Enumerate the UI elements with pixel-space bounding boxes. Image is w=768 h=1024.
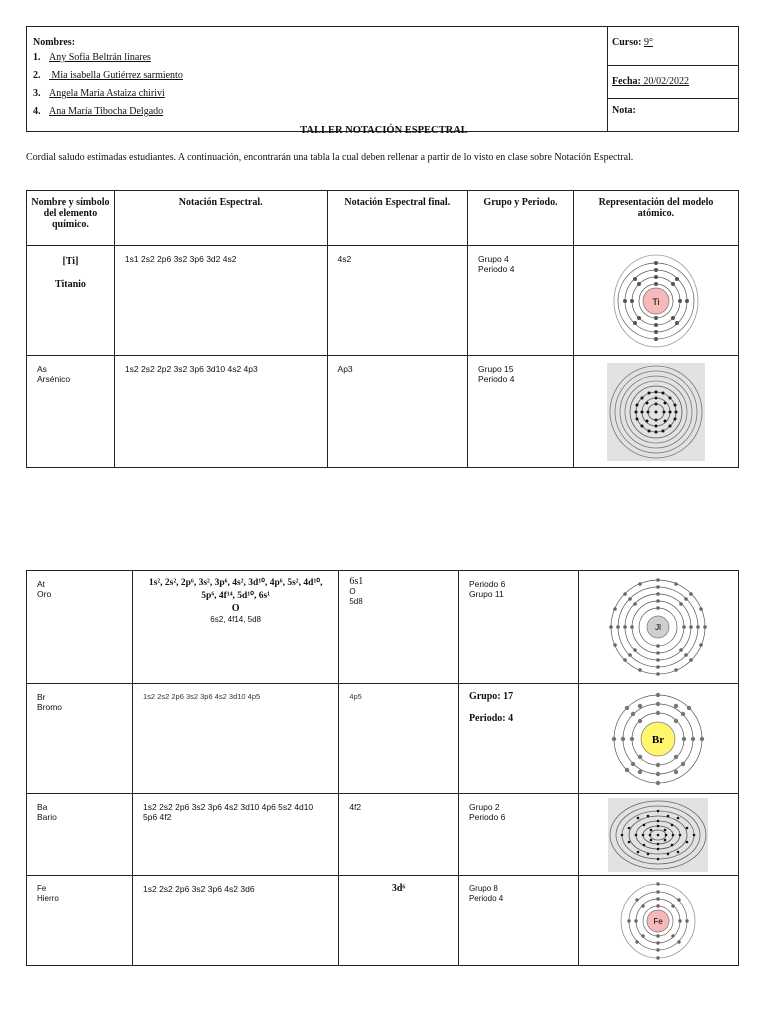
group-cell: Grupo 2 Periodo 6: [458, 794, 578, 876]
date-cell: Fecha: 20/02/2022: [608, 66, 739, 99]
notation-cell: 1s2 2s2 2p6 3s2 3p6 4s2 3d6: [133, 876, 339, 966]
element-symbol: [Ti]: [62, 256, 79, 267]
col-element: Nombre y símbolo del elemento químico.: [27, 191, 115, 246]
element-symbol: At: [37, 579, 46, 589]
table-row: [27, 876, 739, 966]
final-cell: 4f2: [339, 794, 459, 876]
table-row: [27, 684, 739, 794]
svg-text:Fe: Fe: [653, 916, 664, 926]
notation-cell: 1s2 2s2 2p6 3s2 3p6 4s2 3d10 4p5: [133, 684, 339, 794]
final-cell: 4s2: [327, 246, 468, 356]
atom-model-cell: [578, 876, 738, 966]
group-cell: Grupo 4 Periodo 4: [468, 246, 574, 356]
col-notation: Notación Espectral.: [114, 191, 327, 246]
name-row-4: 4. Ana María Tibocha Delgado: [33, 106, 164, 117]
element-symbol: As: [37, 364, 47, 374]
group-cell: Grupo: 17 Periodo: 4: [458, 684, 578, 794]
element-name: Bario: [37, 812, 57, 822]
element-symbol: Br: [37, 692, 46, 702]
final-cell: 4p5: [339, 684, 459, 794]
table-1: [26, 190, 739, 468]
element-symbol: Ba: [37, 802, 48, 812]
table-2: [26, 570, 739, 966]
group-cell: Periodo 6 Grupo 11: [458, 571, 578, 684]
svg-text:Jl: Jl: [655, 623, 662, 632]
element-name: Titanio: [54, 279, 86, 290]
table-row: [27, 794, 739, 876]
table-row: [27, 246, 739, 356]
col-group: Grupo y Periodo.: [468, 191, 574, 246]
notation-cell: 1s², 2s², 2p⁶, 3s², 3p⁶, 4s², 3d¹⁰, 4p⁶, 5s², 4d¹⁰, 5p⁶, 4f¹⁴, 5d¹⁰, 6s¹ O 6s2, 4f14, 5d8: [133, 571, 339, 684]
name-row-1: 1. Any Sofía Beltrán linares: [33, 52, 151, 63]
col-model: Representación del modelo atómico.: [573, 191, 738, 246]
notation-cell: 1s1 2s2 2p6 3s2 3p6 3d2 4s2: [114, 246, 327, 356]
element-name: Bromo: [37, 702, 63, 712]
final-cell: 6s1 O 5d8: [339, 571, 459, 684]
final-cell: 3d⁶: [339, 876, 459, 966]
final-cell: Ap3: [327, 356, 468, 468]
element-symbol: Fe: [37, 884, 47, 893]
arsenic-atom-icon: [607, 363, 705, 461]
name-row-3: 3. Angela María Astaiza chirivi: [33, 88, 165, 99]
element-name: Oro: [37, 589, 52, 599]
grade-cell: Nota:: [608, 99, 739, 132]
atom-model-cell: [578, 571, 738, 684]
table-row: [27, 356, 739, 468]
svg-text:Ti: Ti: [652, 296, 660, 307]
barium-atom-icon: [608, 798, 708, 872]
notation-cell: 1s2 2s2 2p6 3s2 3p6 4s2 3d10 4p6 5s2 4d10 5p6 4f2: [133, 794, 339, 876]
group-cell: Grupo 15 Periodo 4: [468, 356, 574, 468]
svg-text:Br: Br: [652, 733, 665, 746]
element-name: Arsénico: [37, 374, 71, 384]
page-title: TALLER NOTACIÓN ESPECTRAL: [300, 125, 468, 136]
names-cell: [27, 27, 608, 132]
intro-text: Cordial saludo estimadas estudiantes. A continuación, encontrarán una tabla la cual deben rellenar a partir de lo visto en clase sobre Notación Espectral.: [26, 152, 634, 163]
table-row: [27, 571, 739, 684]
element-name: Hierro: [37, 894, 59, 903]
group-cell: Grupo 8 Periodo 4: [458, 876, 578, 966]
course-cell: Curso: 9°: [608, 27, 739, 66]
atom-model-cell: [578, 684, 738, 794]
atom-model-cell: [578, 794, 738, 876]
notation-cell: 1s2 2s2 2p2 3s2 3p6 3d10 4s2 4p3: [114, 356, 327, 468]
names-label: Nombres:: [33, 37, 76, 48]
titanium-atom-icon: [611, 253, 701, 349]
name-row-2: 2. Mia isabella Gutiérrez sarmiento: [33, 70, 183, 81]
col-final: Notación Espectral final.: [327, 191, 468, 246]
header-table: [26, 26, 739, 132]
atom-model-cell: [573, 246, 738, 356]
iron-atom-icon: [618, 881, 698, 961]
bromine-atom-icon: [608, 689, 708, 789]
atom-model-cell: [573, 356, 738, 468]
gold-atom-icon: [608, 577, 708, 677]
